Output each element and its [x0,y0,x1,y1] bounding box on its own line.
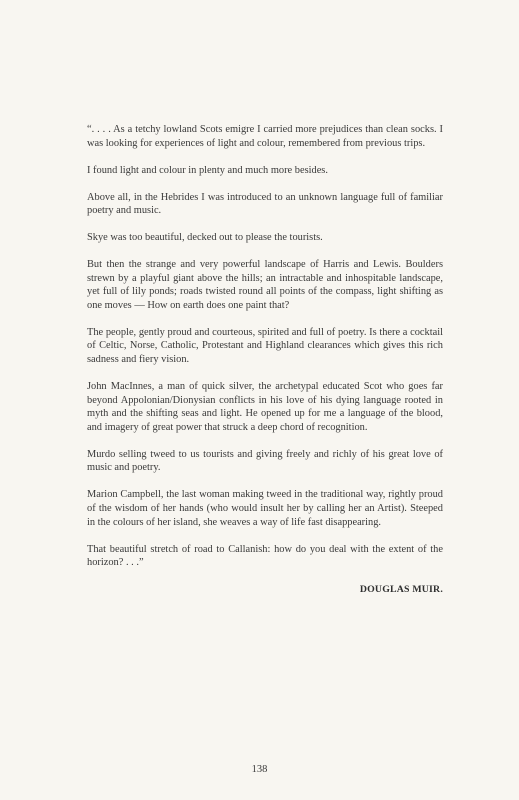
paragraph-2: I found light and colour in plenty and much more besides. [87,164,328,176]
paragraph-8: Murdo selling tweed to us tourists and giving freely and richly of his great love of music and poetry. [87,448,443,474]
paragraph-1: “. . . . As a tetchy lowland Scots emigre I carried more prejudices than clean socks. I was looking for experiences of light and colour, remembered from previous trips. [87,124,443,149]
paragraph-9: Marion Campbell, the last woman making tweed in the traditional way, rightly proud of the wisdom of her hands (who would insult her by calling her an Artist). Steeped in the colours of her island, she weaves a way of life fast disappearing. [87,489,443,528]
paragraph-10: That beautiful stretch of road to Callanish: how do you deal with the extent of the horizon? . . .” [87,543,443,569]
body-text [87,123,443,597]
paragraph-5: But then the strange and very powerful landscape of Harris and Lewis. Boulders strewn by a playful giant above the hills; an intractable and inhospitable landscape, yet full of lily ponds; roads twisted round all points of the compass, light shifting as one moves — How on earth does one paint that? [87,259,443,311]
author-signature: DOUGLAS MUIR. [359,584,443,596]
paragraph-7: John MacInnes, a man of quick silver, the archetypal educated Scot who goes far beyond Appolonian/Dionysian conflicts in his love of his dying language rooted in myth and the shifting seas and light. He opened up for me a language of the blood, and imagery of great power that struck a deep chord of recognition. [87,381,443,433]
paragraph-6: The people, gently proud and courteous, spirited and full of poetry. Is there a cocktail of Celtic, Norse, Catholic, Protestant and Highland clearances which gives this rich sadness and fiery vision. [87,326,443,366]
page-number: 138 [251,764,268,775]
paragraph-3: Above all, in the Hebrides I was introduced to an unknown language full of familiar poetry and music. [87,191,443,217]
paragraph-4: Skye was too beautiful, decked out to please the tourists. [87,232,323,244]
